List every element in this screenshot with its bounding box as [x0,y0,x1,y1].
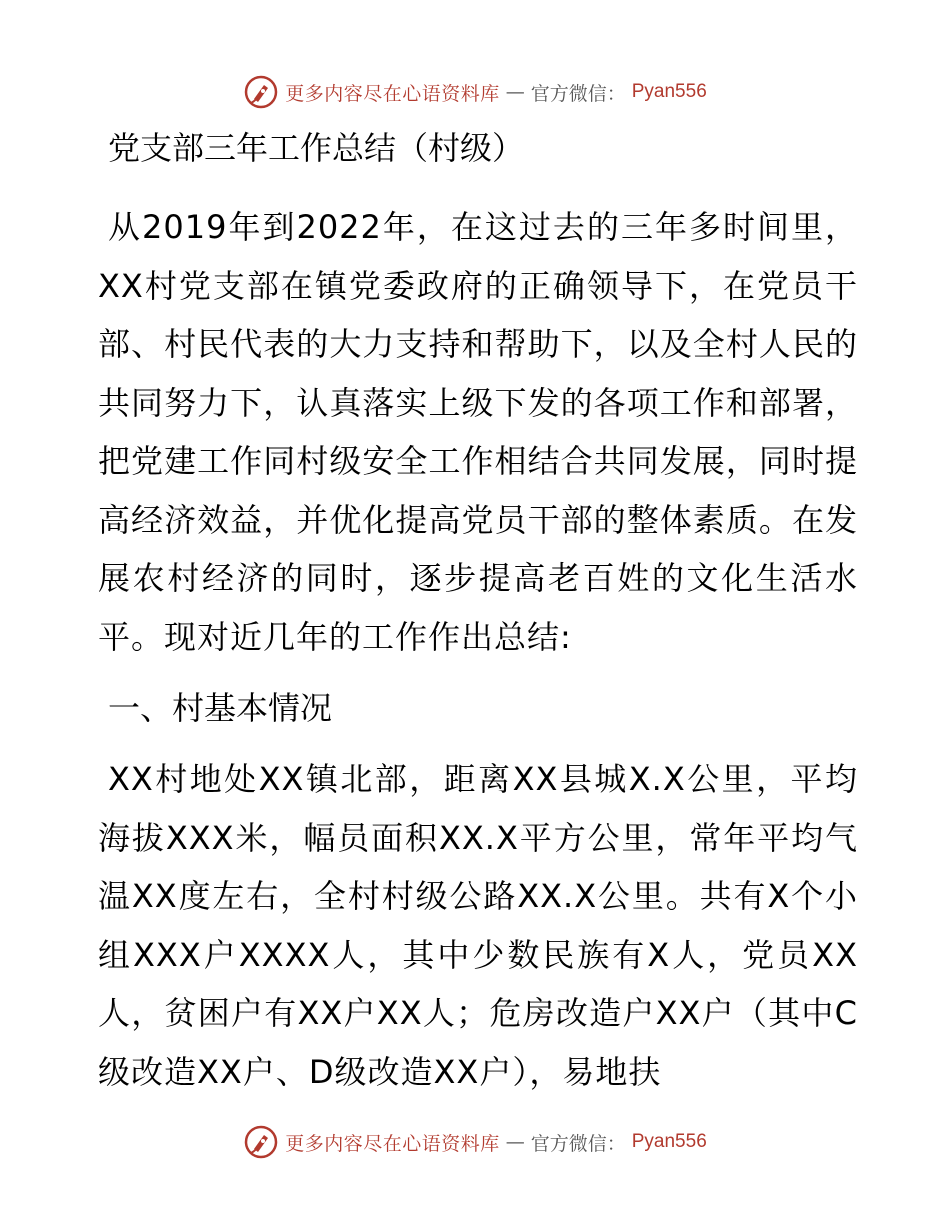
document-body [98,118,858,1101]
pen-nib-seal-icon [243,1124,279,1160]
watermark-site-text: 更多内容尽在心语资料库 [285,1132,500,1155]
pen-nib-seal-icon [243,74,279,110]
section-heading-basic-info: 一、村基本情况 [108,689,333,727]
watermark-site-text: 更多内容尽在心语资料库 [285,82,500,105]
watermark-label: 官方微信： [530,1132,626,1155]
watermark-account: Pyan556 [631,81,707,102]
intro-paragraph: 从2019年到2022年，在这过去的三年多时间里，XX村党支部在镇党委政府的正确领导下，在党员干部、村民代表的大力支持和帮助下，以及全村人民的共同努力下，认真落实上级下发的各项工作和部署，把党建工作同村级安全工作相结合共同发展，同时提高经济效益，并优化提高党员干部的整体素质。在发展农村经济的同时，逐步提高老百姓的文化生活水平。现对近几年的工作作出总结: [98,208,858,656]
watermark-label: 官方微信： [530,82,626,105]
section-body-basic-info: XX村地处XX镇北部，距离XX县城X.X公里，平均海拔XXX米，幅员面积XX.X平方公里，常年平均气温XX度左右，全村村级公路XX.X公里。共有X个小组XXX户XXXX人，其中少数民族有X人，党员XX人，贫困户有XX户XX人；危房改造户XX户（其中C级改造XX户、D级改造XX户），易地扶 [98,760,858,1091]
footer-watermark [0,1122,950,1162]
watermark-account: Pyan556 [631,1131,707,1152]
watermark-separator: — [505,81,525,103]
watermark-separator: — [505,1131,525,1153]
header-watermark [0,72,950,112]
document-title: 党支部三年工作总结（村级） [108,129,525,167]
